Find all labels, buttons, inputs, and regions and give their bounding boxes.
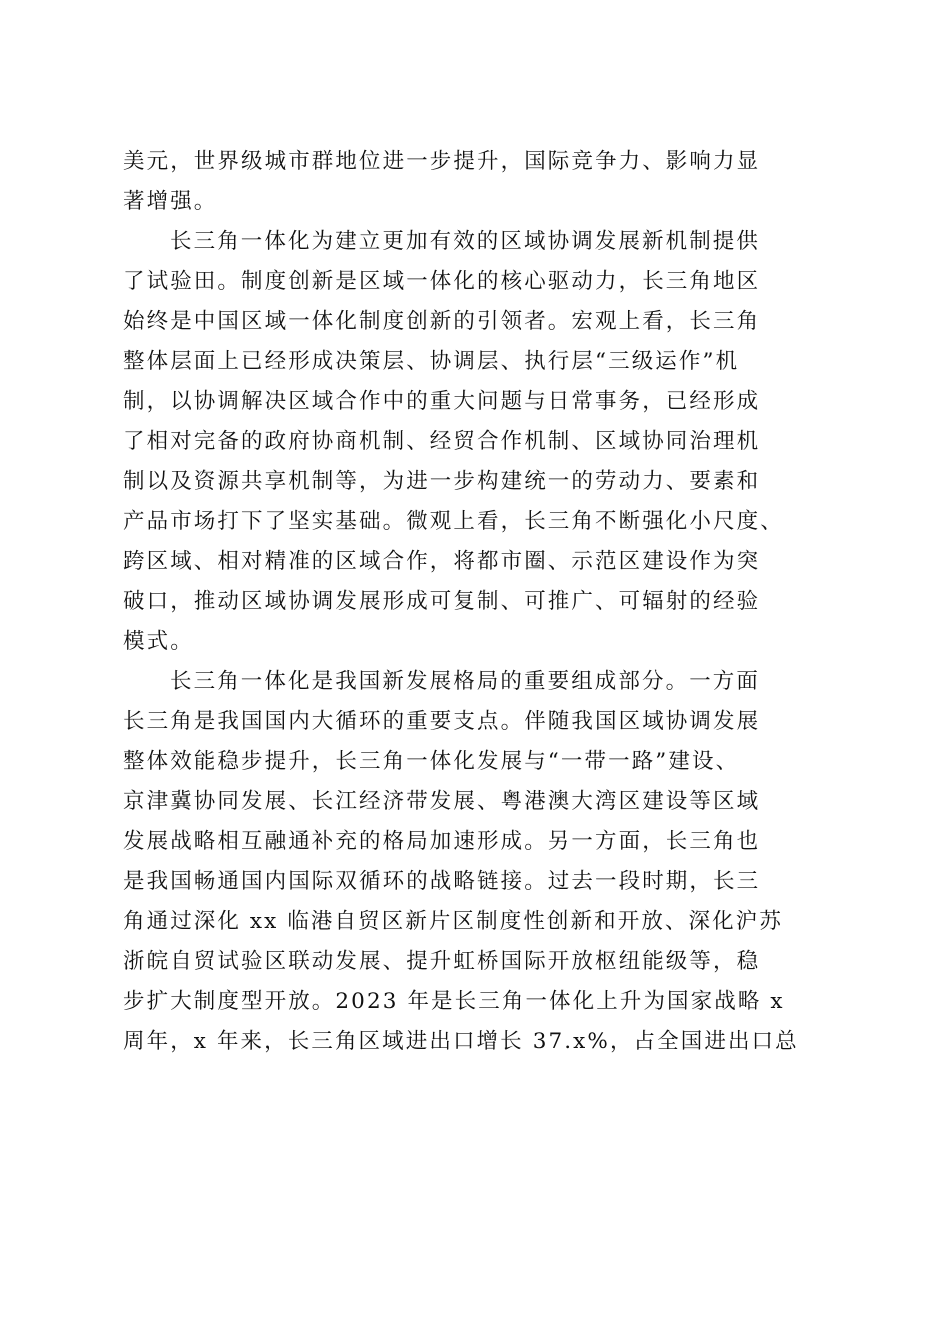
text-line: 整体层面上已经形成决策层、协调层、执行层“三级运作”机 [123,349,740,374]
text-line: 发展战略相互融通补充的格局加速形成。另一方面，长三角也 [123,829,761,854]
text-line: 制，以协调解决区域合作中的重大问题与日常事务，已经形成 [123,389,761,414]
text-line: 周年，x 年来，长三角区域进出口增长 37.x%，占全国进出口总 [123,1029,799,1054]
text-line: 步扩大制度型开放。2023 年是长三角一体化上升为国家战略 x [123,989,785,1014]
text-line: 京津冀协同发展、长江经济带发展、粤港澳大湾区建设等区域 [123,789,761,814]
text-line: 了相对完备的政府协商机制、经贸合作机制、区域协同治理机 [123,429,761,454]
text-line: 制以及资源共享机制等，为进一步构建统一的劳动力、要素和 [123,469,761,494]
text-line: 长三角一体化为建立更加有效的区域协调发展新机制提供 [170,229,761,254]
text-line: 浙皖自贸试验区联动发展、提升虹桥国际开放枢纽能级等，稳 [123,949,761,974]
text-line: 长三角一体化是我国新发展格局的重要组成部分。一方面 [170,669,761,694]
text-line: 整体效能稳步提升，长三角一体化发展与“一带一路”建设、 [123,749,740,774]
text-line: 是我国畅通国内国际双循环的战略链接。过去一段时期，长三 [123,869,761,894]
text-line: 产品市场打下了坚实基础。微观上看，长三角不断强化小尺度、 [123,509,784,534]
text-line: 角通过深化 xx 临港自贸区新片区制度性创新和开放、深化沪苏 [123,909,783,934]
body-text [123,142,833,1062]
text-line: 了试验田。制度创新是区域一体化的核心驱动力，长三角地区 [123,269,761,294]
text-line: 模式。 [123,629,194,654]
text-line: 跨区域、相对精准的区域合作，将都市圈、示范区建设作为突 [123,549,761,574]
text-line: 破口，推动区域协调发展形成可复制、可推广、可辐射的经验 [123,589,761,614]
text-line: 著增强。 [123,189,218,214]
text-line: 美元，世界级城市群地位进一步提升，国际竞争力、影响力显 [123,149,761,174]
text-line: 长三角是我国国内大循环的重要支点。伴随我国区域协调发展 [123,709,761,734]
text-line: 始终是中国区域一体化制度创新的引领者。宏观上看，长三角 [123,309,761,334]
